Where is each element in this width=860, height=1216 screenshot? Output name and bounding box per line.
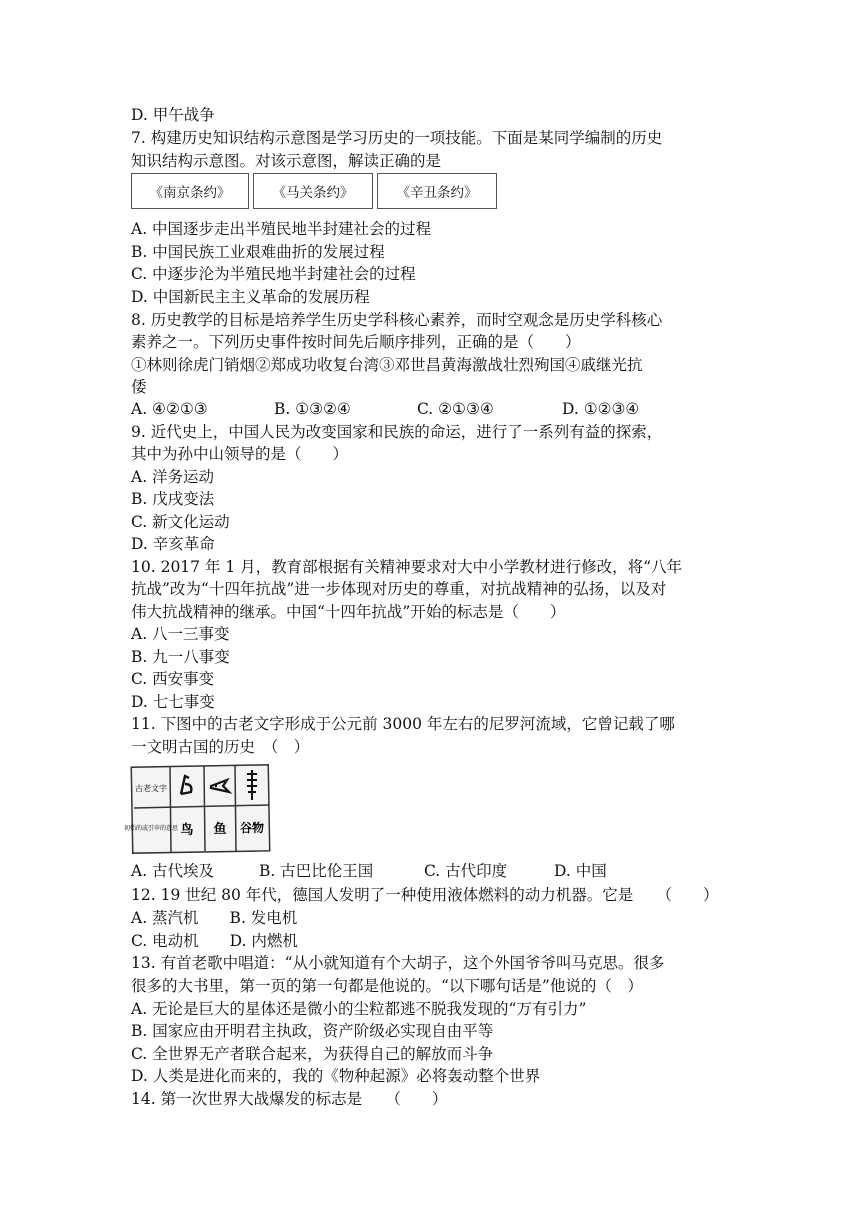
- q11-option-d: D. 中国: [554, 862, 607, 880]
- meaning-fish: 鱼: [213, 822, 227, 837]
- q12-options-ab: A. 蒸汽机 B. 发电机: [131, 909, 298, 927]
- q9-option-b: B. 戊戌变法: [131, 490, 215, 508]
- q8-events-line1: ①林则徐虎门销烟②郑成功收复台湾③邓世昌黄海激战壮烈殉国④戚继光抗: [131, 356, 643, 374]
- q8-option-d: D. ①②③④: [562, 400, 640, 418]
- treaty-structure-diagram: [131, 173, 501, 209]
- treaty-box-nanjing: 《南京条约》: [131, 173, 249, 209]
- q11-option-b: B. 古巴比伦王国: [259, 862, 374, 880]
- q7-stem-line1: 7. 构建历史知识结构示意图是学习历史的一项技能。下面是某同学编制的历史: [131, 129, 663, 147]
- q12-stem: 12. 19 世纪 80 年代，德国人发明了一种使用液体燃料的动力机器。它是 （ ）: [131, 886, 719, 904]
- q10-option-c: C. 西安事变: [131, 670, 215, 688]
- q9-option-c: C. 新文化运动: [131, 513, 230, 531]
- q11-stem-line2: 一文明古国的历史 （ ）: [131, 738, 310, 756]
- q13-option-a: A. 无论是巨大的星体还是微小的尘粒都逃不脱我发现的“万有引力”: [131, 1000, 587, 1018]
- treaty-box-xinchou: 《辛丑条约》: [377, 173, 497, 209]
- q8-events-line2: 倭: [131, 378, 147, 396]
- q10-option-a: A. 八一三事变: [131, 625, 230, 643]
- q11-option-c: C. 古代印度: [424, 862, 508, 880]
- q10-stem-line1: 10. 2017 年 1 月，教育部根据有关精神要求对大中小学教材进行修改，将“八年: [131, 558, 683, 576]
- q13-stem-line1: 13. 有首老歌中唱道：“从小就知道有个大胡子，这个外国爷爷叫马克思。很多: [131, 954, 665, 972]
- q8-options: [131, 398, 639, 420]
- meaning-grain: 谷物: [239, 821, 265, 835]
- q10-option-d: D. 七七事变: [131, 693, 215, 711]
- q8-stem-line1: 8. 历史教学的目标是培养学生历史学科核心素养，而时空观念是历史学科核心: [131, 311, 663, 329]
- q6-option-d: D. 甲午战争: [131, 106, 215, 124]
- row-label-meaning: 初始的或引申的意思: [123, 825, 179, 832]
- q9-option-d: D. 辛亥革命: [131, 535, 215, 553]
- q11-options: [131, 860, 607, 882]
- q8-stem-line2: 素养之一。下列历史事件按时间先后顺序排列，正确的是（ ）: [131, 333, 581, 351]
- q8-option-b: B. ①③②④: [274, 400, 351, 418]
- q9-option-a: A. 洋务运动: [131, 468, 215, 486]
- q7-option-a: A. 中国逐步走出半殖民地半封建社会的过程: [131, 220, 432, 238]
- treaty-box-maguan: 《马关条约》: [253, 173, 373, 209]
- meaning-bird: 鸟: [180, 823, 194, 838]
- q13-option-b: B. 国家应由开明君主执政，资产阶级必实现自由平等: [131, 1022, 494, 1040]
- q10-stem-line2: 抗战”改为“十四年抗战”进一步体现对历史的尊重，对抗战精神的弘扬，以及对: [131, 580, 667, 598]
- q11-stem-line1: 11. 下图中的古老文字形成于公元前 3000 年左右的尼罗河流域，它曾记载了哪: [131, 715, 675, 733]
- row-label-ancient-script: 古老文字: [135, 784, 167, 793]
- q9-stem-line2: 其中为孙中山领导的是（ ）: [131, 445, 349, 463]
- q10-stem-line3: 伟大抗战精神的继承。中国“十四年抗战”开始的标志是（ ）: [131, 603, 566, 621]
- q10-option-b: B. 九一八事变: [131, 648, 230, 666]
- q12-options-cd: C. 电动机 D. 内燃机: [131, 932, 298, 950]
- q9-stem-line1: 9. 近代史上，中国人民为改变国家和民族的命运，进行了一系列有益的探索，: [131, 423, 663, 441]
- q8-option-c: C. ②①③④: [417, 400, 494, 418]
- q7-stem-line2: 知识结构示意图。对该示意图，解读正确的是: [131, 152, 442, 170]
- q13-option-d: D. 人类是进化而来的，我的《物种起源》必将轰动整个世界: [131, 1067, 541, 1085]
- q11-option-a: A. 古代埃及: [131, 862, 215, 880]
- q13-stem-line2: 很多的大书里，第一页的第一句都是他说的。“以下哪句话是”他说的（ ）: [131, 977, 643, 995]
- q13-option-c: C. 全世界无产者联合起来，为获得自己的解放而斗争: [131, 1045, 494, 1063]
- q14-stem: 14. 第一次世界大战爆发的标志是 （ ）: [131, 1090, 448, 1108]
- ancient-script-table: [123, 762, 271, 856]
- q7-option-d: D. 中国新民主主义革命的发展历程: [131, 288, 370, 306]
- q7-option-b: B. 中国民族工业艰难曲折的发展过程: [131, 243, 385, 261]
- q7-option-c: C. 中逐步沦为半殖民地半封建社会的过程: [131, 265, 416, 283]
- q8-option-a: A. ④②①③: [131, 400, 208, 418]
